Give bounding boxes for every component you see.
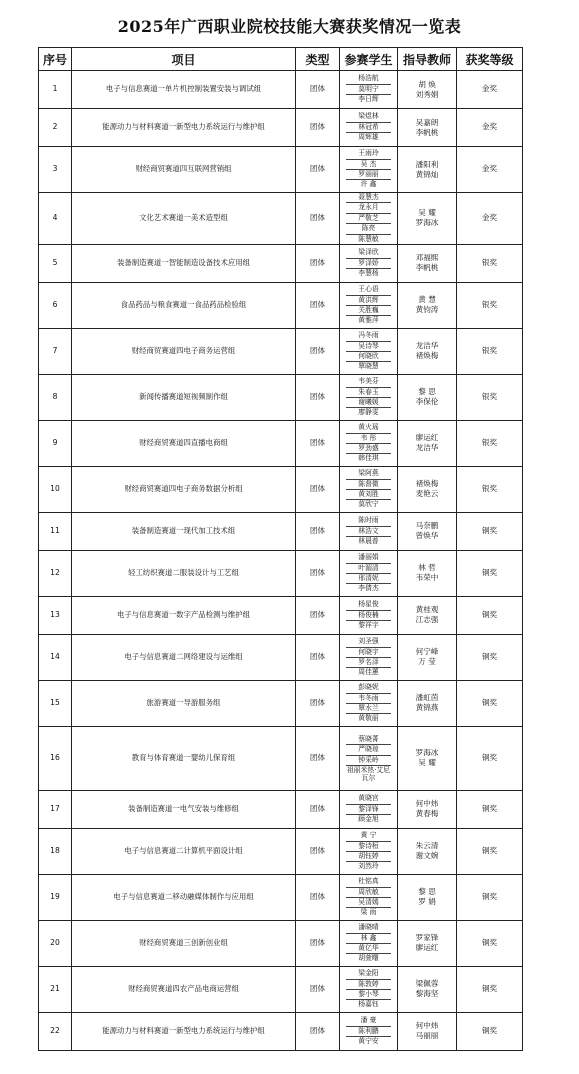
student-name: 祖丽米热·艾尼瓦尔 (347, 766, 390, 783)
student-name: 黎祥宇 (358, 621, 379, 630)
awards-table (38, 47, 523, 1051)
row-students (340, 282, 398, 328)
student-name: 杨浩航 (346, 74, 391, 84)
student-name: 朱春玉 (346, 388, 391, 398)
teacher-name: 李帆桃 (415, 127, 439, 137)
student-name: 李慧杨 (358, 269, 379, 278)
student-name: 叶湄清 (346, 564, 391, 574)
row-teachers (398, 1012, 457, 1050)
student-name: 王心语 (346, 285, 391, 295)
table-row (39, 512, 523, 550)
student-name: 梁 雨 (360, 908, 377, 917)
row-project: 电子与信息赛道二计算机平面设计组 (72, 828, 296, 874)
student-name: 杨嘉钰 (358, 1000, 379, 1009)
teacher-name: 胡 焕 (418, 79, 436, 89)
row-number: 1 (39, 71, 72, 109)
row-number: 19 (39, 874, 72, 920)
student-name: 黄宁安 (358, 1037, 379, 1046)
row-award: 铜奖 (457, 874, 523, 920)
row-teachers (398, 147, 457, 193)
student-name: 罗劲盛 (346, 444, 391, 454)
student-name: 莫欣宁 (358, 500, 379, 509)
row-students (340, 920, 398, 966)
row-type: 团体 (296, 634, 340, 680)
row-number: 13 (39, 596, 72, 634)
teacher-name: 吴 耀 (418, 208, 436, 218)
row-students (340, 109, 398, 147)
row-teachers (398, 828, 457, 874)
student-name: 何晓宇 (346, 648, 391, 658)
student-name: 韦美芬 (346, 377, 391, 387)
student-name: 黄火瑶 (346, 423, 391, 433)
row-project: 能源动力与材料赛道一新型电力系统运行与维护组 (72, 109, 296, 147)
teacher-name: 褚焕梅 (415, 351, 439, 361)
student-name: 梁泽欣 (346, 248, 391, 258)
row-project: 新闻传播赛道短视频制作组 (72, 374, 296, 420)
student-name: 李日辉 (358, 95, 379, 104)
student-name: 吴诗琴 (346, 342, 391, 352)
row-type: 团体 (296, 244, 340, 282)
table-row (39, 147, 523, 193)
row-project: 轻工纺织赛道二服装设计与工艺组 (72, 550, 296, 596)
row-award: 金奖 (457, 109, 523, 147)
student-name: 林晨普 (358, 537, 379, 546)
row-students (340, 466, 398, 512)
table-row (39, 726, 523, 790)
row-type: 团体 (296, 596, 340, 634)
row-type: 团体 (296, 420, 340, 466)
student-name: 邢清妮 (346, 574, 391, 584)
row-award: 铜奖 (457, 1012, 523, 1050)
row-teachers (398, 596, 457, 634)
student-name: 李倩杰 (358, 584, 379, 593)
row-students (340, 193, 398, 245)
row-students (340, 634, 398, 680)
row-number: 8 (39, 374, 72, 420)
row-award: 铜奖 (457, 726, 523, 790)
row-teachers (398, 920, 457, 966)
student-name: 吴清嫣 (346, 898, 391, 908)
student-name: 黄洪辉 (346, 296, 391, 306)
row-teachers (398, 109, 457, 147)
row-teachers (398, 374, 457, 420)
row-award: 金奖 (457, 71, 523, 109)
student-name: 关胜巍 (346, 306, 391, 316)
student-name: 严晓琼 (346, 745, 391, 755)
student-name: 胡钰婷 (346, 852, 391, 862)
table-row (39, 193, 523, 245)
student-name: 聂慧杰 (346, 193, 391, 203)
row-students (340, 1012, 398, 1050)
row-number: 20 (39, 920, 72, 966)
row-students (340, 420, 398, 466)
student-name: 韦冬雨 (346, 694, 391, 704)
student-name: 莫明宁 (346, 85, 391, 95)
student-name: 廖静雯 (358, 408, 379, 417)
row-students (340, 374, 398, 420)
table-body (39, 71, 523, 1051)
teacher-name: 江志强 (415, 615, 439, 625)
student-name: 覃晓慧 (358, 362, 379, 371)
header-number: 序号 (39, 48, 72, 71)
row-project: 电子与信息赛道二网络建设与运维组 (72, 634, 296, 680)
student-name: 罗名泽 (346, 658, 391, 668)
row-project: 财经商贸赛道四电子商务数据分析组 (72, 466, 296, 512)
row-project: 旅游赛道一导游服务组 (72, 680, 296, 726)
row-award: 金奖 (457, 147, 523, 193)
row-teachers (398, 71, 457, 109)
table-row (39, 328, 523, 374)
header-teachers: 指导教师 (398, 48, 457, 71)
teacher-name: 梁佩蓉 (415, 979, 439, 989)
student-name: 梁阿燕 (346, 469, 391, 479)
row-project: 食品药品与粮食赛道一食品药品检验组 (72, 282, 296, 328)
student-name: 杨俊楠 (346, 611, 391, 621)
teacher-name: 邓福熙 (415, 253, 439, 263)
table-header-row (39, 48, 523, 71)
teacher-name: 朱云清 (415, 841, 439, 851)
row-number: 18 (39, 828, 72, 874)
student-name: 罗丽丽 (346, 170, 391, 180)
teacher-name: 谢文婉 (415, 851, 439, 861)
teacher-name: 黎 思 (418, 387, 436, 397)
student-name: 潘丽娟 (346, 553, 391, 563)
student-name: 罗泽娇 (346, 259, 391, 269)
student-name: 林浩文 (346, 527, 391, 537)
student-name: 黄敬丽 (358, 714, 379, 723)
student-name: 潘 豪 (346, 1016, 391, 1026)
student-name: 蔡晓菁 (346, 735, 391, 745)
row-award: 银奖 (457, 244, 523, 282)
row-project: 财经商贸赛道四电子商务运营组 (72, 328, 296, 374)
student-name: 周佳蕙 (358, 668, 379, 677)
table-row (39, 874, 523, 920)
student-name: 潘晓晴 (346, 923, 391, 933)
header-award: 获奖等级 (457, 48, 523, 71)
teacher-name: 褚焕梅 (415, 479, 439, 489)
student-name: 陈慧敏 (358, 234, 379, 243)
row-project: 教育与体育赛道一婴幼儿保育组 (72, 726, 296, 790)
row-number: 21 (39, 966, 72, 1012)
student-name: 严敬芝 (346, 214, 391, 224)
table-row (39, 920, 523, 966)
row-students (340, 828, 398, 874)
row-teachers (398, 328, 457, 374)
row-teachers (398, 420, 457, 466)
row-type: 团体 (296, 282, 340, 328)
row-project: 电子与信息赛道一数字产品检测与维护组 (72, 596, 296, 634)
teacher-name: 黄 慧 (418, 295, 436, 305)
row-type: 团体 (296, 328, 340, 374)
row-number: 3 (39, 147, 72, 193)
table-row (39, 1012, 523, 1050)
student-name: 陈督微 (346, 480, 391, 490)
row-award: 银奖 (457, 374, 523, 420)
row-number: 7 (39, 328, 72, 374)
teacher-name: 马丽丽 (415, 1031, 439, 1041)
teacher-name: 麦艳云 (415, 489, 439, 499)
teacher-name: 吴 耀 (418, 758, 436, 768)
row-type: 团体 (296, 374, 340, 420)
teacher-name: 黄钧涛 (415, 305, 439, 315)
row-award: 银奖 (457, 328, 523, 374)
row-teachers (398, 282, 457, 328)
teacher-name: 吴嘉朗 (415, 117, 439, 127)
teacher-name: 黎海坚 (415, 989, 439, 999)
table-row (39, 244, 523, 282)
teacher-name: 廖运红 (415, 943, 439, 953)
row-teachers (398, 550, 457, 596)
teacher-name: 韦荣中 (415, 573, 439, 583)
row-type: 团体 (296, 790, 340, 828)
row-project: 财经商贸赛道四互联网营销组 (72, 147, 296, 193)
student-name: 黄刘胜 (346, 490, 391, 500)
row-students (340, 596, 398, 634)
student-name: 林 鑫 (346, 934, 391, 944)
student-name: 陈亮 (346, 224, 391, 234)
teacher-name: 黄春梅 (415, 809, 439, 819)
teacher-name: 林 哲 (418, 563, 436, 573)
row-students (340, 680, 398, 726)
row-award: 铜奖 (457, 790, 523, 828)
student-name: 韦 彤 (346, 434, 391, 444)
row-students (340, 550, 398, 596)
row-award: 银奖 (457, 282, 523, 328)
student-name: 黄 宁 (346, 831, 391, 841)
teacher-name: 罗海冰 (415, 218, 439, 228)
table-row (39, 550, 523, 596)
row-type: 团体 (296, 193, 340, 245)
student-name: 黄亿华 (346, 944, 391, 954)
table-row (39, 790, 523, 828)
row-award: 铜奖 (457, 680, 523, 726)
row-type: 团体 (296, 680, 340, 726)
student-name: 陈敦婷 (346, 980, 391, 990)
header-students: 参赛学生 (340, 48, 398, 71)
student-name: 龙永月 (346, 203, 391, 213)
student-name: 何晓欣 (346, 352, 391, 362)
row-students (340, 726, 398, 790)
table-row (39, 282, 523, 328)
row-award: 铜奖 (457, 966, 523, 1012)
row-type: 团体 (296, 726, 340, 790)
row-number: 12 (39, 550, 72, 596)
row-teachers (398, 874, 457, 920)
row-number: 6 (39, 282, 72, 328)
row-project: 财经商贸赛道三创新创业组 (72, 920, 296, 966)
student-name: 冯冬雨 (346, 331, 391, 341)
table-row (39, 420, 523, 466)
header-project: 项目 (72, 48, 296, 71)
table-row (39, 71, 523, 109)
teacher-name: 龙洁华 (415, 341, 439, 351)
row-project: 装备制造赛道一智能制造设备技术应用组 (72, 244, 296, 282)
row-award: 铜奖 (457, 920, 523, 966)
teacher-name: 马奈鹏 (415, 521, 439, 531)
student-name: 梁煜林 (346, 112, 391, 122)
teacher-name: 黄锦燕 (415, 703, 439, 713)
table-row (39, 109, 523, 147)
student-name: 周欣敏 (346, 888, 391, 898)
teacher-name: 曾焕华 (415, 531, 439, 541)
row-type: 团体 (296, 874, 340, 920)
student-name: 彭晓妮 (346, 683, 391, 693)
student-name: 杨星俊 (346, 600, 391, 610)
student-name: 顾金旭 (358, 815, 379, 824)
row-project: 财经商贸赛道四直播电商组 (72, 420, 296, 466)
student-name: 王雨玲 (346, 149, 391, 159)
table-row (39, 634, 523, 680)
row-award: 铜奖 (457, 634, 523, 680)
row-project: 财经商贸赛道四农产品电商运营组 (72, 966, 296, 1012)
student-name: 刘然玲 (358, 862, 379, 871)
student-name: 谢曦媛 (346, 398, 391, 408)
row-type: 团体 (296, 147, 340, 193)
teacher-name: 黄桂观 (415, 605, 439, 615)
row-project: 装备制造赛道一现代加工技术组 (72, 512, 296, 550)
row-type: 团体 (296, 512, 340, 550)
row-project: 电子与信息赛道二移动融媒体制作与应用组 (72, 874, 296, 920)
row-number: 9 (39, 420, 72, 466)
row-award: 铜奖 (457, 550, 523, 596)
row-number: 17 (39, 790, 72, 828)
student-name: 黎小琴 (346, 990, 391, 1000)
student-name: 吴 杰 (346, 160, 391, 170)
row-students (340, 147, 398, 193)
teacher-name: 何中炜 (415, 799, 439, 809)
teacher-name: 潘虹茵 (415, 693, 439, 703)
teacher-name: 廖运红 (415, 433, 439, 443)
student-name: 钟采岭 (346, 756, 391, 766)
table-row (39, 680, 523, 726)
page-title: 2025年广西职业院校技能大赛获奖情况一览表 (117, 17, 462, 36)
row-teachers (398, 193, 457, 245)
teacher-name: 潘阳利 (415, 159, 439, 169)
student-name: 许 鑫 (360, 180, 377, 189)
teacher-name: 万 莹 (418, 657, 436, 667)
row-award: 银奖 (457, 420, 523, 466)
table-row (39, 966, 523, 1012)
row-teachers (398, 244, 457, 282)
row-award: 铜奖 (457, 512, 523, 550)
teacher-name: 刘秀娟 (415, 89, 439, 99)
row-number: 11 (39, 512, 72, 550)
student-name: 黄雅萍 (358, 316, 379, 325)
row-number: 2 (39, 109, 72, 147)
row-students (340, 512, 398, 550)
student-name: 刘圣强 (346, 637, 391, 647)
row-teachers (398, 512, 457, 550)
student-name: 胡萱曙 (358, 954, 379, 963)
row-students (340, 71, 398, 109)
row-type: 团体 (296, 109, 340, 147)
teacher-name: 罗家锋 (415, 933, 439, 943)
row-students (340, 790, 398, 828)
teacher-name: 罗 娟 (418, 897, 436, 907)
table-row (39, 828, 523, 874)
row-project: 能源动力与材料赛道一新型电力系统运行与维护组 (72, 1012, 296, 1050)
table-row (39, 374, 523, 420)
row-type: 团体 (296, 920, 340, 966)
row-teachers (398, 466, 457, 512)
row-teachers (398, 966, 457, 1012)
row-teachers (398, 726, 457, 790)
row-number: 22 (39, 1012, 72, 1050)
teacher-name: 黄锦灿 (415, 169, 439, 179)
row-award: 银奖 (457, 466, 523, 512)
row-award: 铜奖 (457, 596, 523, 634)
row-type: 团体 (296, 966, 340, 1012)
table-row (39, 466, 523, 512)
student-name: 梁金阳 (346, 969, 391, 979)
row-type: 团体 (296, 828, 340, 874)
student-name: 陈利鹏 (346, 1027, 391, 1037)
row-project: 电子与信息赛道一单片机控制装置安装与调试组 (72, 71, 296, 109)
student-name: 韩佳琪 (358, 454, 379, 463)
row-number: 16 (39, 726, 72, 790)
teacher-name: 何宁峰 (415, 647, 439, 657)
row-teachers (398, 790, 457, 828)
student-name: 林冠希 (346, 123, 391, 133)
student-name: 黎诗桓 (346, 842, 391, 852)
teacher-name: 何中炜 (415, 1021, 439, 1031)
teacher-name: 李保伦 (415, 397, 439, 407)
teacher-name: 罗海冰 (415, 748, 439, 758)
student-name: 陈时雨 (346, 516, 391, 526)
teacher-name: 龙洁华 (415, 443, 439, 453)
row-students (340, 966, 398, 1012)
row-teachers (398, 634, 457, 680)
row-type: 团体 (296, 466, 340, 512)
row-number: 14 (39, 634, 72, 680)
row-students (340, 874, 398, 920)
header-type: 类型 (296, 48, 340, 71)
row-type: 团体 (296, 550, 340, 596)
row-award: 金奖 (457, 193, 523, 245)
row-type: 团体 (296, 71, 340, 109)
row-teachers (398, 680, 457, 726)
row-number: 4 (39, 193, 72, 245)
teacher-name: 黎 思 (418, 887, 436, 897)
student-name: 覃水兰 (346, 704, 391, 714)
student-name: 周辉雄 (358, 133, 379, 142)
row-project: 装备制造赛道一电气安装与维修组 (72, 790, 296, 828)
row-award: 铜奖 (457, 828, 523, 874)
row-students (340, 244, 398, 282)
student-name: 杜铭真 (346, 877, 391, 887)
row-project: 文化艺术赛道一美术造型组 (72, 193, 296, 245)
row-number: 5 (39, 244, 72, 282)
student-name: 黄晓宫 (346, 794, 391, 804)
row-students (340, 328, 398, 374)
student-name: 黎泽锋 (346, 805, 391, 815)
table-row (39, 596, 523, 634)
row-number: 15 (39, 680, 72, 726)
row-number: 10 (39, 466, 72, 512)
row-type: 团体 (296, 1012, 340, 1050)
teacher-name: 李帆桃 (415, 263, 439, 273)
